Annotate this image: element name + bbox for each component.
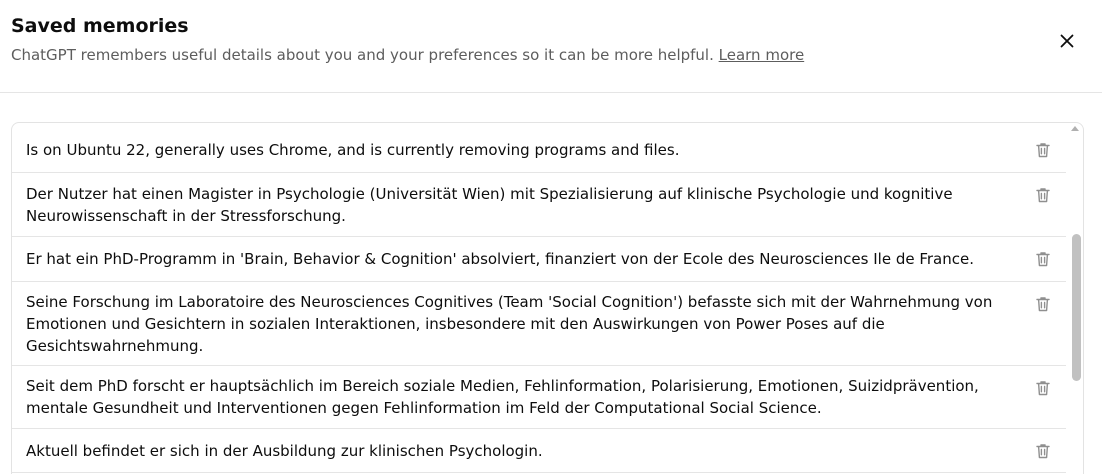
trash-icon[interactable]	[1034, 141, 1052, 159]
trash-icon[interactable]	[1034, 186, 1052, 204]
dialog-subtitle	[11, 45, 804, 65]
subtitle-text: ChatGPT remembers useful details about you and your preferences so it can be more helpful.	[11, 46, 714, 64]
memory-text: Seine Forschung im Laboratoire des Neurosciences Cognitives (Team 'Social Cognition') befasste sich mit der Wahrnehmung von Emotionen und Gesichtern in sozialen Interaktionen, insbesondere mit den Auswirkungen von Power Poses auf die Gesichtswahrnehmung.	[26, 292, 993, 355]
close-button[interactable]	[1052, 26, 1082, 56]
memories-list-container	[11, 122, 1084, 474]
memory-row	[12, 429, 1066, 473]
close-icon	[1060, 34, 1074, 48]
memory-row	[12, 237, 1066, 282]
memory-row	[12, 366, 1066, 429]
trash-icon[interactable]	[1034, 295, 1052, 313]
memory-text: Seit dem PhD forscht er hauptsächlich im Bereich soziale Medien, Fehlinformation, Polarisierung, Emotionen, Suizidprävention, mentale Gesundheit und Interventionen gegen Fehlinformation im Feld der Computational Social Science.	[26, 377, 979, 417]
memory-text: Der Nutzer hat einen Magister in Psychologie (Universität Wien) mit Spezialisierung auf klinische Psychologie und kognitive Neurowissenschaft in der Stressforschung.	[26, 184, 953, 225]
memory-text: Er hat ein PhD-Programm in 'Brain, Behavior & Cognition' absolviert, finanziert von der Ecole des Neurosciences Ile de France.	[26, 250, 974, 268]
memory-text: Aktuell befindet er sich in der Ausbildung zur klinischen Psychologin.	[26, 441, 543, 460]
learn-more-link[interactable]: Learn more	[718, 46, 805, 64]
memory-row	[12, 128, 1066, 173]
scroll-up-arrow[interactable]	[1071, 126, 1079, 131]
scrollbar-thumb[interactable]	[1072, 234, 1081, 381]
trash-icon[interactable]	[1034, 250, 1052, 268]
dialog-title: Saved memories	[11, 15, 189, 37]
dialog-header	[0, 0, 1102, 93]
trash-icon[interactable]	[1034, 442, 1052, 460]
memories-list	[12, 128, 1066, 473]
trash-icon[interactable]	[1034, 379, 1052, 397]
memory-text: Is on Ubuntu 22, generally uses Chrome, and is currently removing programs and files.	[26, 141, 680, 159]
memory-row	[12, 282, 1066, 366]
memory-row	[12, 173, 1066, 237]
